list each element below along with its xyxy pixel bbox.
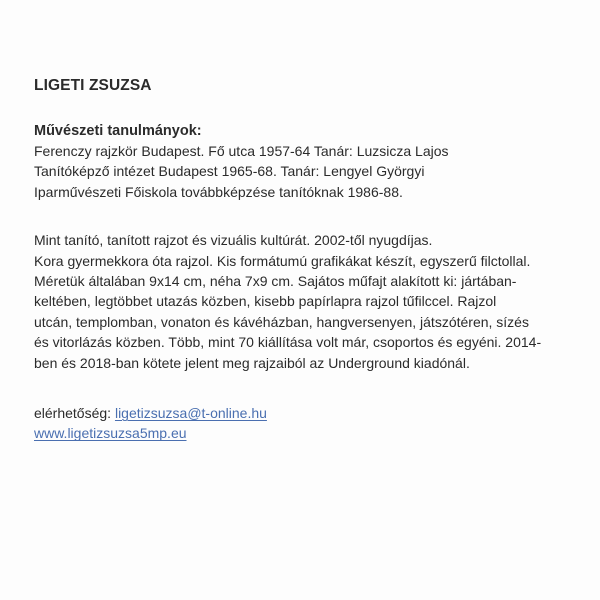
document-content [34,76,569,444]
bio-line: és vitorlázás közben. Több, mint 70 kiállítása volt már, csoportos és egyéni. 2014- [34,334,542,351]
studies-line: Iparművészeti Főiskola továbbképzése tanítóknak 1986-88. [34,183,403,200]
bio-line: Méretük általában 9x14 cm, néha 7x9 cm. Sajátos műfajt alakított ki: jártában- [34,273,517,290]
author-name: LIGETI ZSUZSA [34,77,152,94]
studies-line: Tanítóképző intézet Budapest 1965-68. Tanár: Lengyel Györgyi [34,163,425,180]
studies-section [34,121,569,202]
email-line [34,403,569,423]
studies-line: Ferenczy rajzkör Budapest. Fő utca 1957-64 Tanár: Luzsicza Lajos [34,143,449,159]
bio-line: Kora gyermekkora óta rajzol. Kis formátumú grafikákat készít, egyszerű filctollal. [34,252,531,269]
bio-line: Mint tanító, tanított rajzot és vizuális kultúrát. 2002-től nyugdíjas. [34,232,433,249]
biography-paragraph [34,230,569,373]
contact-label: elérhetőség: [34,405,112,422]
bio-line: ben és 2018-ban kötete jelent meg rajzaiból az Underground kiadónál. [34,354,470,371]
bio-line: keltében, legtöbbet utazás közben, kisebb papírlapra rajzol tűfilccel. Rajzol [34,293,497,310]
contact-section [34,403,569,444]
studies-heading: Művészeti tanulmányok: [34,123,202,139]
website-link[interactable]: www.ligetizsuzsa5mp.eu [34,425,187,442]
website-line [34,423,569,443]
email-link[interactable]: ligetizsuzsa@t-online.hu [114,405,267,422]
bio-line: utcán, templomban, vonaton és kávéházban, hangversenyen, játszótéren, sízés [34,313,529,330]
